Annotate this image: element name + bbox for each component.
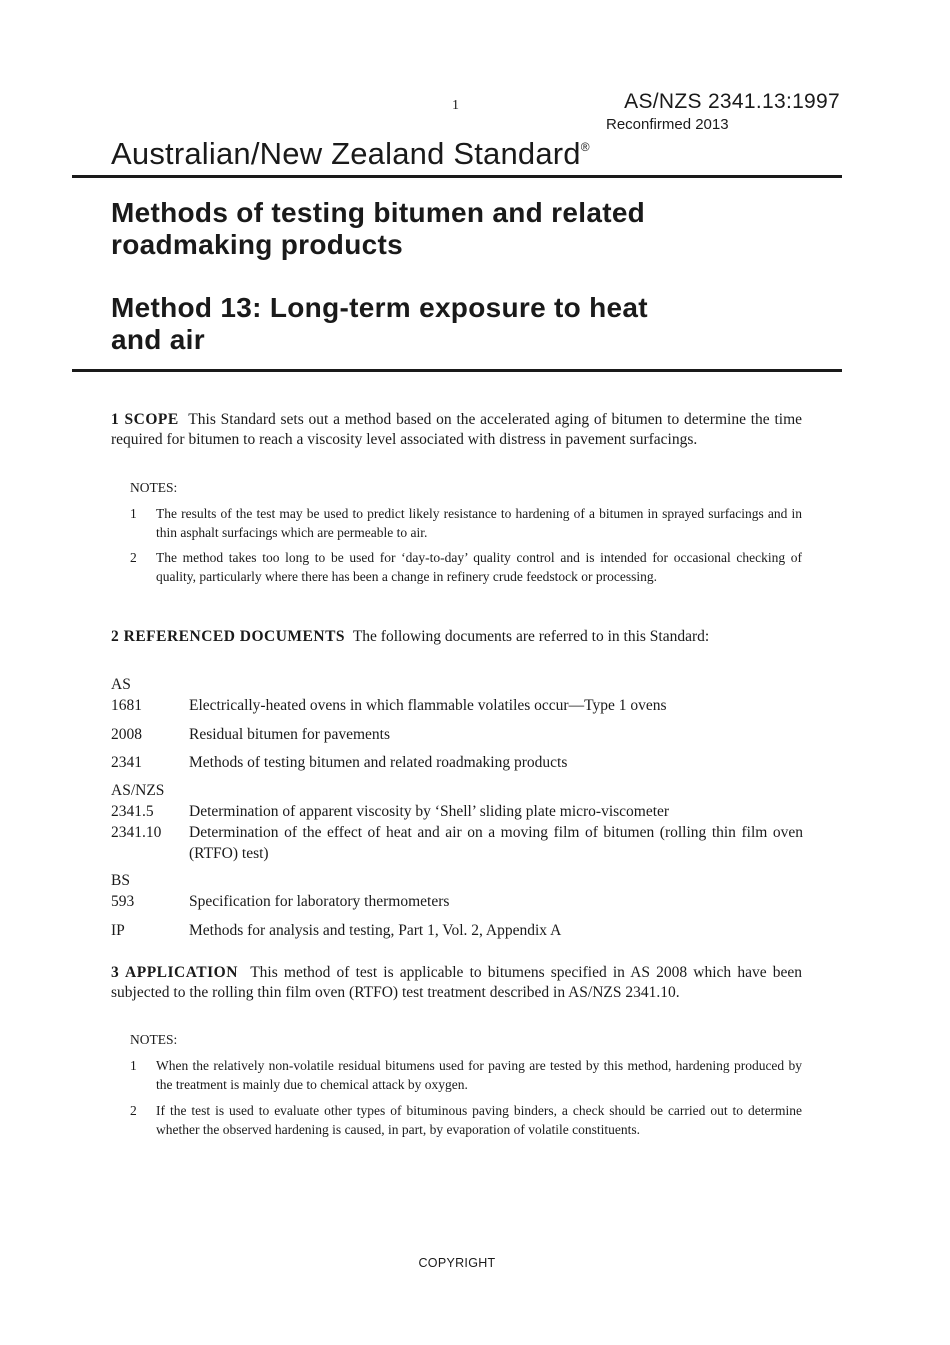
ref-row — [111, 892, 803, 913]
standard-type-text: Australian/New Zealand Standard — [111, 136, 581, 171]
ref-group-label-as: AS — [111, 676, 131, 693]
note-number: 2 — [130, 550, 137, 565]
ref-code: 2341.5 — [111, 803, 154, 820]
bottom-rule — [72, 369, 842, 372]
note-text: If the test is used to evaluate other types of bituminous paving binders, a check should be carried out to determine whether the observed hardening is caused, in part, by evaporation of volatile constituents. — [156, 1103, 802, 1137]
page-number: 1 — [452, 98, 459, 113]
document-title-line1: Methods of testing bitumen and related — [111, 197, 646, 228]
scope-paragraph — [111, 410, 802, 450]
ref-code: 2341 — [111, 754, 142, 771]
copyright-footer: COPYRIGHT — [418, 1256, 496, 1270]
method-title-line1: Method 13: Long-term exposure to heat — [111, 292, 648, 323]
application-paragraph — [111, 963, 802, 1003]
ref-row — [111, 725, 803, 746]
note-number: 1 — [130, 506, 137, 521]
scope-note — [130, 549, 802, 586]
application-note — [130, 1057, 802, 1094]
references-paragraph — [111, 627, 802, 647]
ref-desc: Electrically-heated ovens in which flammable volatiles occur—Type 1 ovens — [189, 697, 667, 714]
document-title-line2: roadmaking products — [111, 229, 403, 260]
ref-code: 2341.10 — [111, 824, 162, 841]
ref-row — [111, 802, 803, 823]
ref-group-label-bs: BS — [111, 872, 130, 889]
references-heading: 2 REFERENCED DOCUMENTS — [111, 628, 346, 645]
references-text: The following documents are referred to in this Standard: — [352, 628, 710, 645]
standard-number: AS/NZS 2341.13:1997 — [624, 90, 840, 113]
application-heading: 3 APPLICATION — [111, 964, 238, 981]
ref-code: 2008 — [111, 726, 142, 743]
note-text: The results of the test may be used to predict likely resistance to hardening of a bitumen in sprayed surfacings and in thin asphalt surfacings which are permeable to air. — [156, 506, 802, 540]
ref-desc: Methods for analysis and testing, Part 1, Vol. 2, Appendix A — [189, 922, 562, 939]
ref-desc: Determination of apparent viscosity by ‘Shell’ sliding plate micro-viscometer — [189, 803, 670, 820]
reconfirmed-note: Reconfirmed 2013 — [606, 116, 729, 133]
ref-row — [111, 921, 803, 942]
document-title — [111, 197, 645, 261]
scope-heading: 1 SCOPE — [111, 411, 179, 428]
application-notes-label: NOTES: — [130, 1032, 178, 1047]
application-text: This method of test is applicable to bitumens specified in AS 2008 which have been subjected to the rolling thin film oven (RTFO) test treatment described in AS/NZS 2341.10. — [111, 964, 802, 1001]
ref-desc: Methods of testing bitumen and related roadmaking products — [189, 754, 568, 771]
ref-row — [111, 823, 803, 864]
ref-row — [111, 753, 803, 774]
note-text: When the relatively non-volatile residual bitumens used for paving are tested by this method, hardening produced by the treatment is mainly due to chemical attack by oxygen. — [156, 1058, 802, 1092]
ref-code: 593 — [111, 893, 135, 910]
ref-desc: Determination of the effect of heat and air on a moving film of bitumen (rolling thin film oven (RTFO) test) — [189, 824, 803, 862]
note-text: The method takes too long to be used for ‘day-to-day’ quality control and is intended for occasional checking of quality, particularly where there has been a change in refinery crude feedstock or processing. — [156, 550, 802, 584]
ref-row — [111, 696, 803, 717]
scope-notes-label: NOTES: — [130, 480, 178, 495]
note-number: 2 — [130, 1103, 137, 1118]
ref-code: IP — [111, 922, 125, 939]
note-number: 1 — [130, 1058, 137, 1073]
application-note — [130, 1102, 802, 1139]
top-rule — [72, 175, 842, 178]
ref-group-label-asnzs: AS/NZS — [111, 782, 165, 799]
scope-note — [130, 505, 802, 542]
method-title — [111, 292, 648, 356]
ref-code: 1681 — [111, 697, 142, 714]
registered-mark: ® — [580, 140, 590, 154]
scope-text: This Standard sets out a method based on the accelerated aging of bitumen to determine the time required for bitumen to reach a viscosity level associated with distress in pavement surfacings. — [111, 411, 802, 448]
method-title-line2: and air — [111, 324, 205, 355]
ref-desc: Residual bitumen for pavements — [189, 726, 391, 743]
ref-desc: Specification for laboratory thermometers — [189, 893, 450, 910]
standard-type-heading — [111, 136, 590, 172]
